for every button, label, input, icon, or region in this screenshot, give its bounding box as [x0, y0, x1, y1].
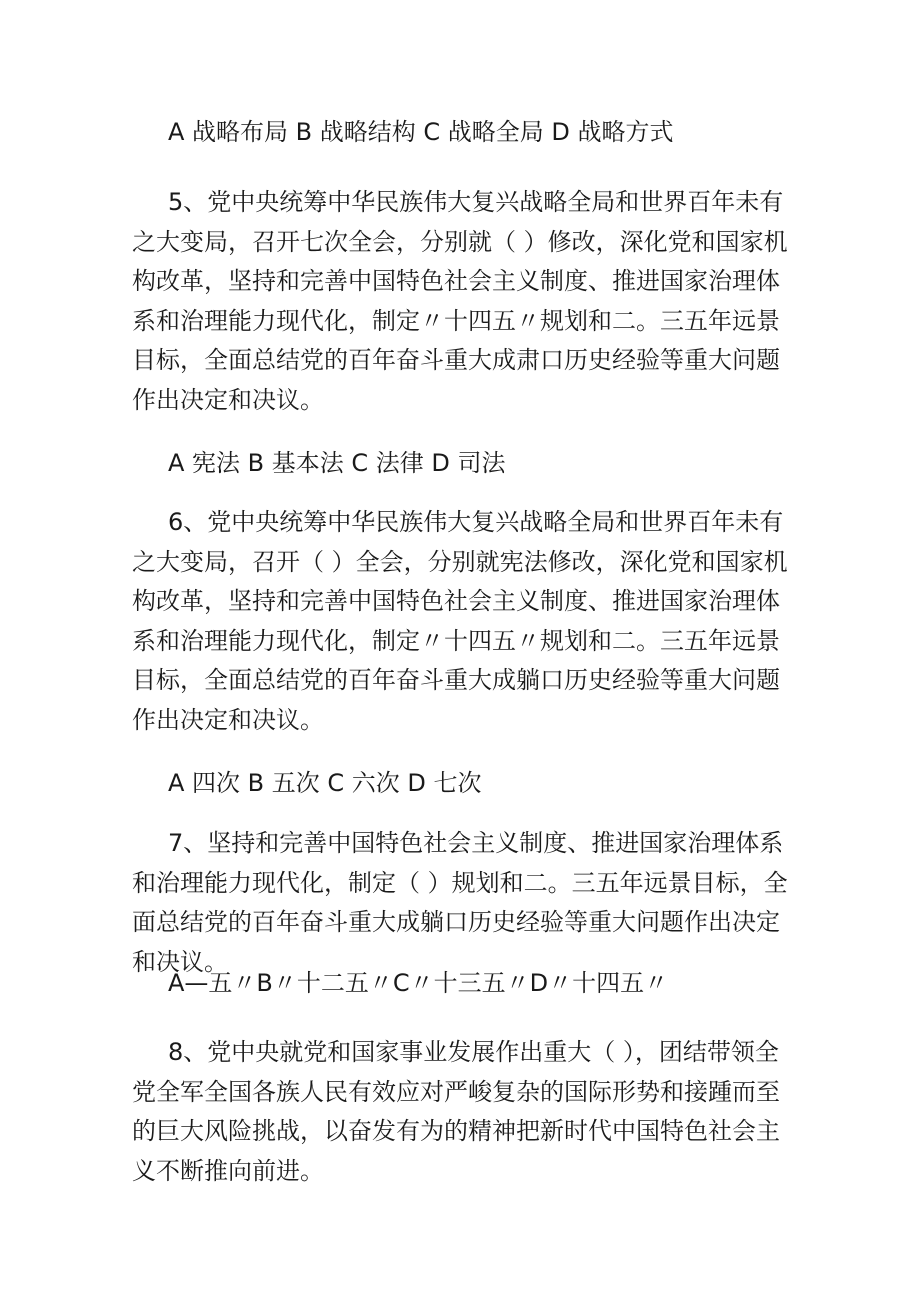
question-6: 6、党中央统筹中华民族伟大复兴战略全局和世界百年未有之大变局，召开（ ）全会，分别就宪法修改，深化党和国家机构改革，坚持和完善中国特色社会主义制度、推进国家治理体系和治理能力现代化，制定〃十四五〃规划和二。三五年远景目标，全面总结党的百年奋斗重大成躺口历史经验等重大问题作出决定和决议。: [132, 508, 788, 734]
question-7: 7、坚持和完善中国特色社会主义制度、推进国家治理体系和治理能力现代化，制定（ ）规划和二。三五年远景目标，全面总结党的百年奋斗重大成躺口历史经验等重大问题作出决定和决议。: [132, 829, 788, 976]
options-q7: A—五〃B〃十二五〃C〃十三五〃D〃十四五〃: [168, 969, 669, 997]
options-q6: A 四次 B 五次 C 六次 D 七次: [168, 769, 482, 797]
question-5: 5、党中央统筹中华民族伟大复兴战略全局和世界百年未有之大变局，召开七次全会，分别就（ ）修改，深化党和国家机构改革，坚持和完善中国特色社会主义制度、推进国家治理体系和治理能力现代化，制定〃十四五〃规划和二。三五年远景目标，全面总结党的百年奋斗重大成肃口历史经验等重大问题作出决定和决议。: [132, 188, 788, 414]
question-8: 8、党中央就党和国家事业发展作出重大（ ），团结带领全党全军全国各族人民有效应对严峻复杂的国际形势和接踵而至的巨大风险挑战，以奋发有为的精神把新时代中国特色社会主义不断推向前进。: [132, 1038, 780, 1185]
options-q5: A 宪法 B 基本法 C 法律 D 司法: [168, 449, 506, 477]
options-q4: A 战略布局 B 战略结构 C 战略全局 D 战略方式: [168, 118, 674, 146]
